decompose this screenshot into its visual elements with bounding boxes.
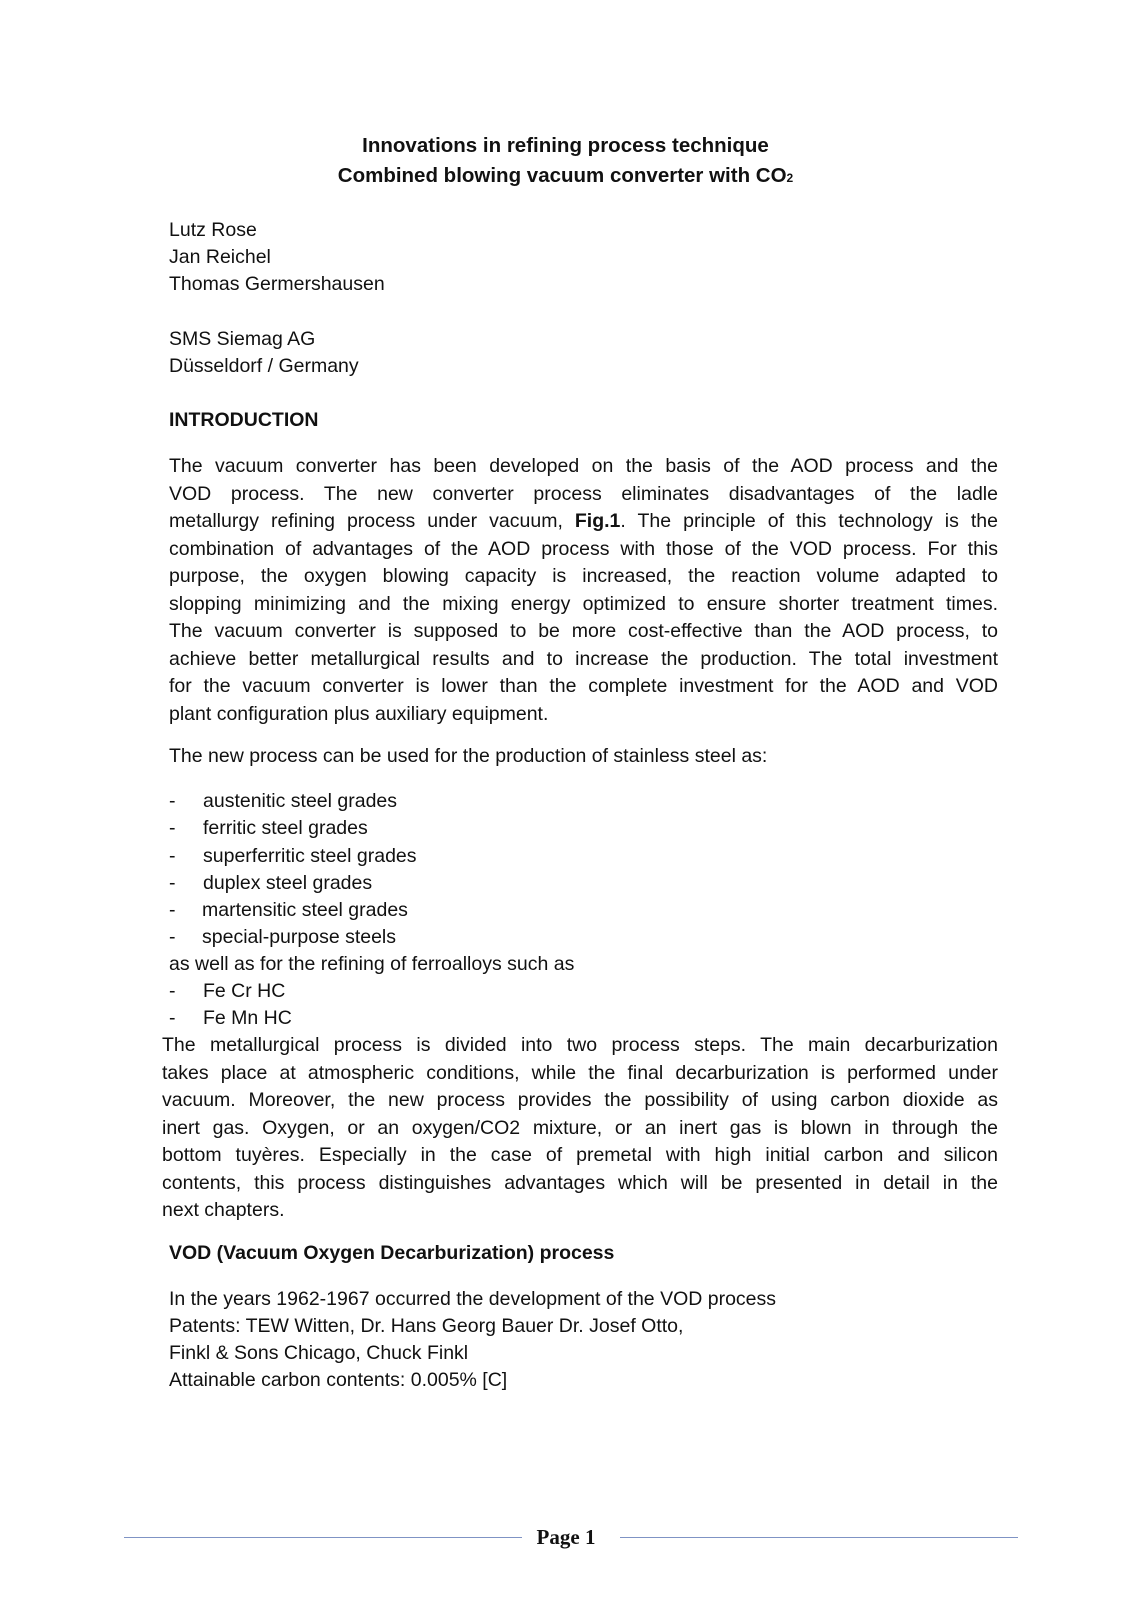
paragraph-line: The vacuum converter has been developed on the basis of the AOD process and the <box>169 455 998 477</box>
bullet-marker: - <box>169 926 176 948</box>
list-item-steel-grade <box>169 897 408 924</box>
paragraph-text: . The principle of this technology is the <box>620 510 998 532</box>
figure-reference: Fig.1 <box>574 510 621 532</box>
paragraph-line: slopping minimizing and the mixing energy optimized to ensure shorter treatment times. <box>169 592 998 615</box>
paragraph-line: next chapters. <box>162 1199 285 1221</box>
paragraph-line: for the vacuum converter is lower than the complete investment for the AOD and VOD <box>169 675 998 697</box>
paragraph-line: VOD process. The new converter process eliminates disadvantages of the ladle <box>169 482 998 505</box>
list-item-steel-grade <box>169 843 417 870</box>
bullet-marker: - <box>169 899 176 921</box>
list-item-steel-grade <box>169 870 372 897</box>
author-1: Lutz Rose <box>169 219 257 241</box>
list-item-steel-grade <box>169 815 368 842</box>
introduction-heading: INTRODUCTION <box>169 409 319 431</box>
author-2: Jan Reichel <box>169 246 271 268</box>
paragraph-line: bottom tuyères. Especially in the case of premetal with high initial carbon and silicon <box>162 1144 998 1166</box>
list-item-text: austenitic steel grades <box>203 790 398 812</box>
footer-rule-left <box>124 1537 522 1538</box>
bullet-marker: - <box>169 817 176 839</box>
paragraph-line-with-figure-reference <box>169 508 998 536</box>
vod-line: Patents: TEW Witten, Dr. Hans Georg Bauer Dr. Josef Otto, <box>169 1315 684 1337</box>
affiliation-location: Düsseldorf / Germany <box>169 355 359 377</box>
paragraph-line: contents, this process distinguishes advantages which will be presented in detail in the <box>162 1171 998 1194</box>
paragraph-line: The metallurgical process is divided into two process steps. The main decarburization <box>162 1034 998 1056</box>
paragraph-line: takes place at atmospheric conditions, while the final decarburization is performed under <box>162 1061 998 1084</box>
vod-line: Attainable carbon contents: 0.005% [C] <box>169 1369 508 1391</box>
bullet-marker: - <box>169 845 176 867</box>
ferroalloys-intro: as well as for the refining of ferroalloys such as <box>169 953 575 975</box>
list-item-ferroalloy <box>169 978 285 1005</box>
list-item-text: Fe Mn HC <box>203 1007 292 1029</box>
bullet-marker: - <box>169 980 176 1002</box>
list-item-text: ferritic steel grades <box>203 817 368 839</box>
list-item-ferroalloy <box>169 1005 292 1032</box>
bullet-marker: - <box>169 1007 176 1029</box>
paragraph-line: achieve better metallurgical results and to increase the production. The total investment <box>169 647 998 670</box>
vod-heading: VOD (Vacuum Oxygen Decarburization) process <box>169 1242 615 1264</box>
title-line-1: Innovations in refining process technique <box>362 134 769 157</box>
list-item-text: duplex steel grades <box>203 872 373 894</box>
list-item-text: superferritic steel grades <box>203 845 417 867</box>
paragraph-line: The vacuum converter is supposed to be more cost-effective than the AOD process, to <box>169 620 998 642</box>
title-line-2-subscript: 2 <box>786 171 794 185</box>
author-3: Thomas Germershausen <box>169 273 385 295</box>
affiliation-company: SMS Siemag AG <box>169 328 316 350</box>
paragraph-line: combination of advantages of the AOD process with those of the VOD process. For this <box>169 537 998 560</box>
title-line-2-text: Combined blowing vacuum converter with CO <box>337 164 787 187</box>
paragraph-line: inert gas. Oxygen, or an oxygen/CO2 mixture, or an inert gas is blown in through the <box>162 1116 998 1139</box>
list-item-text: martensitic steel grades <box>202 899 408 921</box>
intro-paragraph-2: The new process can be used for the production of stainless steel as: <box>169 745 768 767</box>
list-item-steel-grade <box>169 924 396 951</box>
paragraph-line: vacuum. Moreover, the new process provides the possibility of using carbon dioxide as <box>162 1089 998 1111</box>
list-item-text: Fe Cr HC <box>203 980 286 1002</box>
list-item-text: special-purpose steels <box>202 926 397 948</box>
title-line-2 <box>0 161 1131 193</box>
footer-rule-right <box>620 1537 1018 1538</box>
paragraph-line: purpose, the oxygen blowing capacity is increased, the reaction volume adapted to <box>169 565 998 587</box>
paragraph-line: plant configuration plus auxiliary equipment. <box>169 702 549 725</box>
vod-line: Finkl & Sons Chicago, Chuck Finkl <box>169 1342 469 1364</box>
list-item-steel-grade <box>169 788 397 815</box>
paragraph-text: metallurgy refining process under vacuum, <box>169 510 575 532</box>
page-number: Page 1 <box>536 1525 596 1549</box>
intro-paragraph-3 <box>162 1032 998 1225</box>
bullet-marker: - <box>169 872 176 894</box>
intro-paragraph-1 <box>169 453 998 728</box>
bullet-marker: - <box>169 790 176 812</box>
vod-line: In the years 1962-1967 occurred the development of the VOD process <box>169 1288 777 1310</box>
